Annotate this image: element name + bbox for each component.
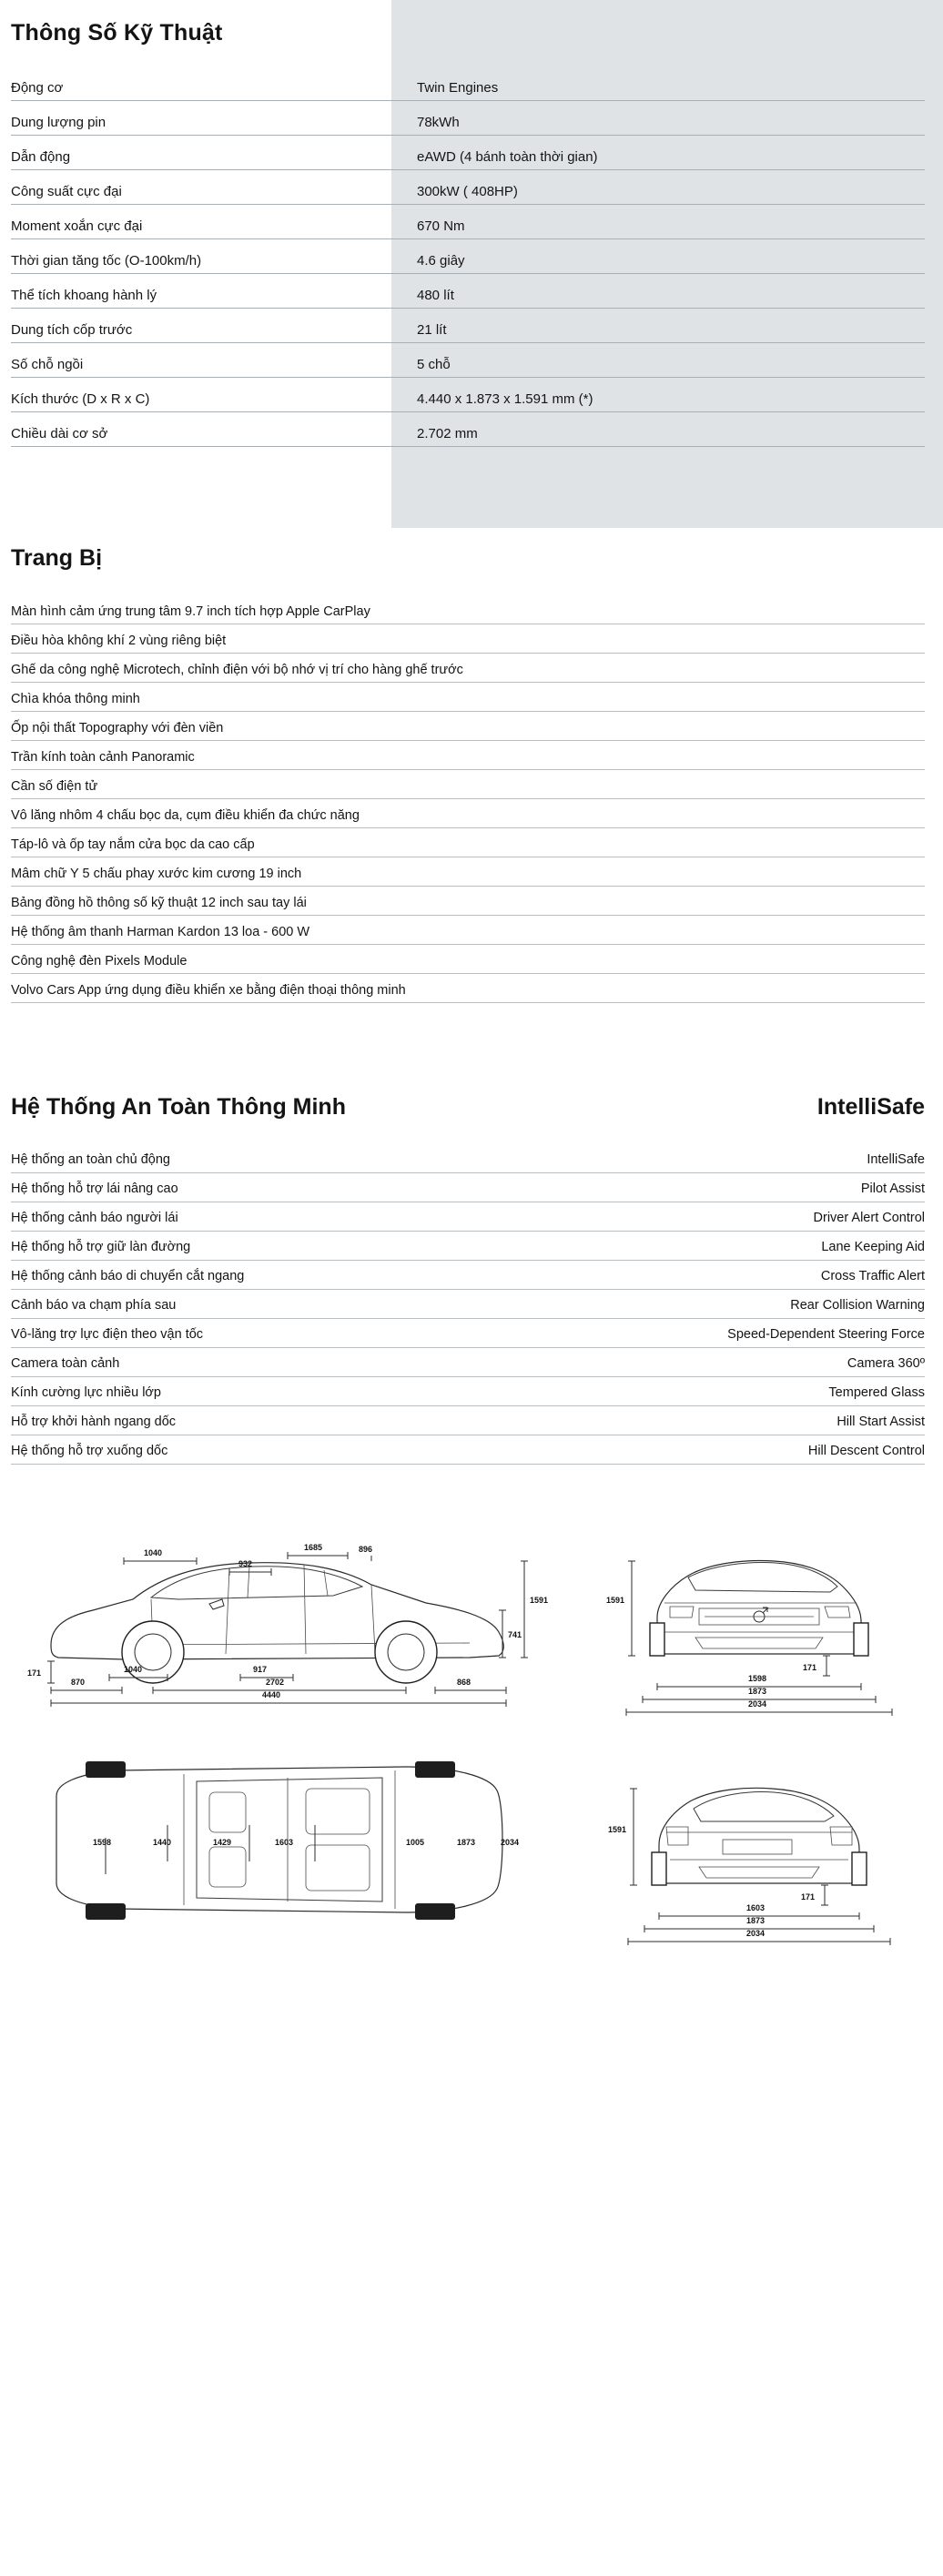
top-view-diagram xyxy=(15,1738,579,1947)
list-item: Cần số điện tử xyxy=(11,770,925,799)
spec-value: 670 Nm xyxy=(417,218,465,234)
safety-label-vi: Hệ thống hỗ trợ lái nâng cao xyxy=(11,1182,178,1196)
table-row xyxy=(11,1319,925,1348)
table-row xyxy=(11,1144,925,1173)
safety-label-vi: Vô-lăng trợ lực điện theo vận tốc xyxy=(11,1327,204,1342)
dim-label: 741 xyxy=(508,1630,522,1639)
equipment-section xyxy=(0,545,943,1003)
table-row xyxy=(11,205,925,239)
table-row xyxy=(11,1290,925,1319)
safety-label-en: Lane Keeping Aid xyxy=(821,1240,925,1254)
table-row xyxy=(11,1435,925,1465)
safety-label-en: Hill Start Assist xyxy=(837,1415,925,1429)
spec-label: Động cơ xyxy=(11,80,64,96)
list-item: Vô lăng nhôm 4 chấu bọc da, cụm điều khiển đa chức năng xyxy=(11,799,925,828)
dim-label: 2034 xyxy=(501,1838,520,1847)
specs-title: Thông Số Kỹ Thuật xyxy=(11,20,223,46)
dim-label: 1005 xyxy=(406,1838,425,1847)
table-row xyxy=(11,1202,925,1232)
dim-label: 2034 xyxy=(748,1699,767,1709)
table-row xyxy=(11,412,925,447)
spec-value: 300kW ( 408HP) xyxy=(417,184,518,199)
dim-label: 2034 xyxy=(746,1929,766,1938)
safety-title-intellisafe: IntelliSafe xyxy=(816,1094,925,1120)
spec-value: 78kWh xyxy=(417,115,460,130)
table-row xyxy=(11,1232,925,1261)
spec-label: Kích thước (D x R x C) xyxy=(11,391,150,407)
dim-label: 1591 xyxy=(606,1596,625,1605)
dim-label: 1040 xyxy=(144,1548,163,1557)
spec-label: Chiều dài cơ sở xyxy=(11,426,108,441)
dim-label: 2702 xyxy=(266,1678,285,1687)
table-row xyxy=(11,1406,925,1435)
rear-view-diagram xyxy=(586,1738,921,1947)
dim-label: 932 xyxy=(238,1559,253,1568)
safety-label-en: Pilot Assist xyxy=(860,1182,925,1196)
equipment-title: Trang Bị xyxy=(11,545,103,571)
dim-label: 171 xyxy=(803,1663,817,1672)
safety-label-vi: Hỗ trợ khởi hành ngang dốc xyxy=(11,1415,177,1429)
spec-label: Moment xoắn cực đại xyxy=(11,218,143,234)
table-row xyxy=(11,1377,925,1406)
list-item: Công nghệ đèn Pixels Module xyxy=(11,945,925,974)
dim-label: 1685 xyxy=(304,1543,323,1552)
table-row xyxy=(11,170,925,205)
list-item: Ốp nội thất Topography với đèn viền xyxy=(11,712,925,741)
list-item: Màn hình cảm ứng trung tâm 9.7 inch tích hợp Apple CarPlay xyxy=(11,595,925,624)
dim-label: 1603 xyxy=(746,1903,766,1912)
safety-section xyxy=(0,1094,943,1465)
dim-label: 1429 xyxy=(213,1838,232,1847)
dimension-drawings-section xyxy=(0,1508,943,1965)
list-item: Trần kính toàn cảnh Panoramic xyxy=(11,741,925,770)
dim-label: 1440 xyxy=(153,1838,172,1847)
spec-value: 4.440 x 1.873 x 1.591 mm (*) xyxy=(417,391,593,407)
safety-label-en: Camera 360º xyxy=(847,1356,925,1371)
safety-label-en: Cross Traffic Alert xyxy=(820,1269,925,1283)
dim-label: 1591 xyxy=(608,1825,627,1834)
table-row xyxy=(11,239,925,274)
spec-value: Twin Engines xyxy=(417,80,499,96)
table-row xyxy=(11,378,925,412)
spec-value: 21 lít xyxy=(417,322,447,338)
table-row xyxy=(11,343,925,378)
table-row xyxy=(11,1173,925,1202)
dim-label: 1598 xyxy=(748,1674,767,1683)
spec-label: Thời gian tăng tốc (O-100km/h) xyxy=(11,253,202,269)
spec-value: 5 chỗ xyxy=(417,357,451,372)
safety-title: Hệ Thống An Toàn Thông Minh xyxy=(11,1094,346,1120)
safety-label-en: Rear Collision Warning xyxy=(790,1298,925,1313)
safety-label-en: Driver Alert Control xyxy=(813,1211,925,1225)
dim-label: 1598 xyxy=(93,1838,112,1847)
safety-label-en: Tempered Glass xyxy=(828,1385,925,1400)
list-item: Mâm chữ Y 5 chấu phay xước kim cương 19 inch xyxy=(11,857,925,887)
table-row xyxy=(11,136,925,170)
specifications-section xyxy=(0,0,943,447)
dim-label: 1873 xyxy=(748,1687,767,1696)
safety-label-vi: Hệ thống cảnh báo di chuyển cắt ngang xyxy=(11,1269,245,1283)
safety-label-en: Hill Descent Control xyxy=(807,1444,925,1458)
safety-label-vi: Hệ thống hỗ trợ giữ làn đường xyxy=(11,1240,191,1254)
dim-label: 917 xyxy=(253,1665,268,1674)
table-row xyxy=(11,1261,925,1290)
spec-label: Thể tích khoang hành lý xyxy=(11,288,157,303)
safety-header xyxy=(11,1094,925,1121)
front-view-diagram xyxy=(586,1508,921,1718)
safety-label-vi: Camera toàn cảnh xyxy=(11,1356,120,1371)
spec-value: 480 lít xyxy=(417,288,454,303)
dim-label: 171 xyxy=(27,1668,42,1678)
safety-label-vi: Hệ thống cảnh báo người lái xyxy=(11,1211,178,1225)
table-row xyxy=(11,309,925,343)
safety-label-en: Speed-Dependent Steering Force xyxy=(727,1327,925,1342)
spec-label: Công suất cực đại xyxy=(11,184,122,199)
spec-label: Dung tích cốp trước xyxy=(11,322,133,338)
dim-label: 1040 xyxy=(124,1665,143,1674)
safety-label-vi: Kính cường lực nhiều lớp xyxy=(11,1385,161,1400)
list-item: Ghế da công nghệ Microtech, chỉnh điện với bộ nhớ vị trí cho hàng ghế trước xyxy=(11,654,925,683)
spec-value: 2.702 mm xyxy=(417,426,478,441)
list-item: Volvo Cars App ứng dụng điều khiển xe bằng điện thoại thông minh xyxy=(11,974,925,1003)
spec-label: Dẫn động xyxy=(11,149,71,165)
spec-value: eAWD (4 bánh toàn thời gian) xyxy=(417,149,598,165)
side-view-diagram xyxy=(15,1508,579,1718)
dim-label: 1603 xyxy=(275,1838,294,1847)
dim-label: 1591 xyxy=(530,1596,549,1605)
list-item: Táp-lô và ốp tay nắm cửa bọc da cao cấp xyxy=(11,828,925,857)
spec-value: 4.6 giây xyxy=(417,253,465,269)
safety-label-vi: Hệ thống an toàn chủ động xyxy=(11,1152,170,1167)
table-row xyxy=(11,66,925,101)
safety-label-vi: Hệ thống hỗ trợ xuống dốc xyxy=(11,1444,168,1458)
spec-label: Số chỗ ngồi xyxy=(11,357,84,372)
dim-label: 1873 xyxy=(746,1916,766,1925)
list-item: Hệ thống âm thanh Harman Kardon 13 loa - 600 W xyxy=(11,916,925,945)
safety-label-en: IntelliSafe xyxy=(867,1152,925,1167)
list-item: Bảng đồng hồ thông số kỹ thuật 12 inch sau tay lái xyxy=(11,887,925,916)
dim-label: 896 xyxy=(359,1545,373,1554)
spec-label: Dung lượng pin xyxy=(11,115,106,130)
list-item: Điều hòa không khí 2 vùng riêng biệt xyxy=(11,624,925,654)
dim-label: 868 xyxy=(457,1678,472,1687)
dim-label: 171 xyxy=(801,1892,816,1902)
dim-label: 1873 xyxy=(457,1838,476,1847)
table-row xyxy=(11,1348,925,1377)
dim-label: 870 xyxy=(71,1678,86,1687)
safety-label-vi: Cảnh báo va chạm phía sau xyxy=(11,1298,177,1313)
dim-label: 4440 xyxy=(262,1690,281,1699)
table-row xyxy=(11,101,925,136)
list-item: Chìa khóa thông minh xyxy=(11,683,925,712)
table-row xyxy=(11,274,925,309)
